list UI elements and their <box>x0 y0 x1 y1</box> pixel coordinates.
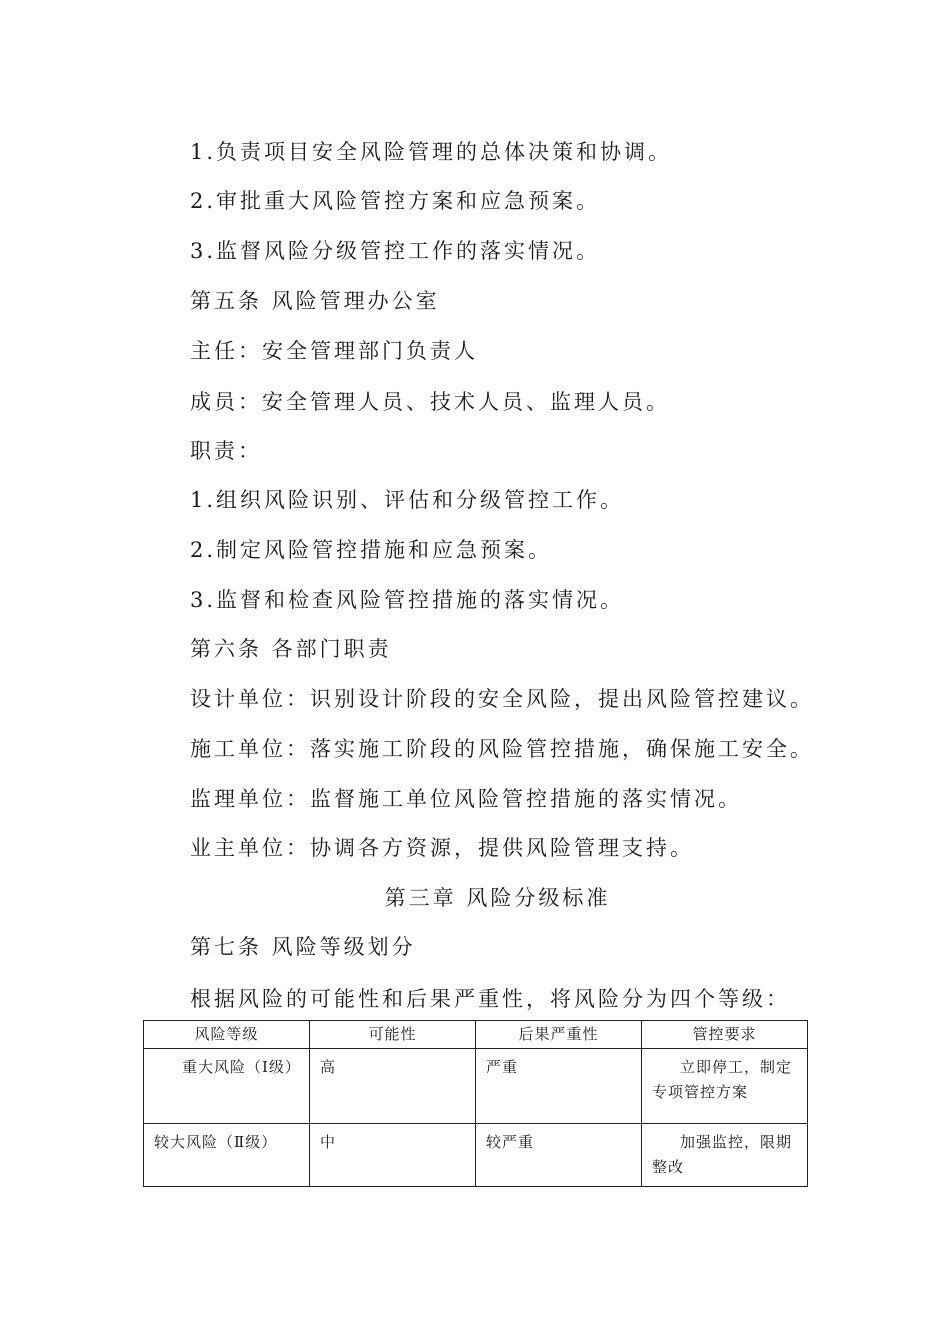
header-possibility: 可能性 <box>310 1021 476 1049</box>
director-line: 主任：安全管理部门负责人 <box>190 339 478 363</box>
members-line: 成员：安全管理人员、技术人员、监理人员。 <box>190 390 670 414</box>
office-duty-2: 2.制定风险管控措施和应急预案。 <box>190 538 553 562</box>
header-risk-level: 风险等级 <box>144 1021 310 1049</box>
cell-control-requirement: 加强监控，限期整改 <box>642 1124 808 1187</box>
article-six-heading: 第六条 各部门职责 <box>190 637 392 661</box>
construction-unit-duty: 施工单位：落实施工阶段的风险管控措施，确保施工安全。 <box>190 737 814 761</box>
cell-possibility: 高 <box>310 1049 476 1124</box>
duty-item-3: 3.监督风险分级管控工作的落实情况。 <box>190 239 601 263</box>
table-row <box>144 1049 808 1124</box>
header-severity: 后果严重性 <box>476 1021 642 1049</box>
design-unit-duty: 设计单位：识别设计阶段的安全风险，提出风险管控建议。 <box>190 687 814 711</box>
header-control-requirement: 管控要求 <box>642 1021 808 1049</box>
chapter-title: 第三章 风险分级标准 <box>384 886 611 910</box>
supervision-unit-duty: 监理单位：监督施工单位风险管控措施的落实情况。 <box>190 787 742 811</box>
cell-risk-level: 重大风险（Ⅰ级） <box>144 1049 310 1124</box>
cell-risk-level: 较大风险（Ⅱ级） <box>144 1124 310 1187</box>
office-duty-3: 3.监督和检查风险管控措施的落实情况。 <box>190 588 625 612</box>
duty-item-1: 1.负责项目安全风险管理的总体决策和协调。 <box>190 140 673 164</box>
office-duty-1: 1.组织风险识别、评估和分级管控工作。 <box>190 488 625 512</box>
risk-level-table <box>143 1020 808 1187</box>
article-five-heading: 第五条 风险管理办公室 <box>190 289 440 313</box>
cell-control-requirement: 立即停工，制定专项管控方案 <box>642 1049 808 1124</box>
duties-label: 职责： <box>190 439 262 463</box>
table-row <box>144 1124 808 1187</box>
owner-unit-duty: 业主单位：协调各方资源，提供风险管理支持。 <box>190 836 694 860</box>
cell-possibility: 中 <box>310 1124 476 1187</box>
duty-item-2: 2.审批重大风险管控方案和应急预案。 <box>190 189 601 213</box>
cell-severity: 严重 <box>476 1049 642 1124</box>
cell-severity: 较严重 <box>476 1124 642 1187</box>
intro-paragraph: 根据风险的可能性和后果严重性，将风险分为四个等级： <box>190 987 790 1011</box>
table-header-row <box>144 1021 808 1049</box>
article-seven-heading: 第七条 风险等级划分 <box>190 935 416 959</box>
